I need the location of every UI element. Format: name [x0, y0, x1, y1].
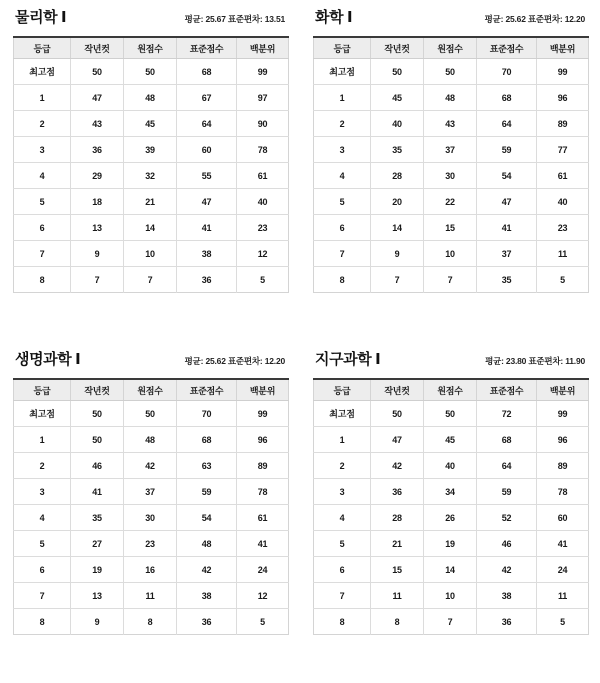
- score-cell: 27: [71, 531, 124, 557]
- grade-cell: 8: [14, 267, 71, 293]
- grade-cell: 1: [14, 427, 71, 453]
- score-cell: 59: [177, 479, 237, 505]
- table-row: [14, 189, 289, 215]
- column-header: 등급: [14, 379, 71, 401]
- score-cell: 15: [371, 557, 424, 583]
- score-cell: 78: [237, 479, 289, 505]
- score-cell: 78: [537, 479, 589, 505]
- table-row: [14, 427, 289, 453]
- panel-header: [10, 0, 290, 32]
- score-cell: 90: [237, 111, 289, 137]
- score-cell: 61: [537, 163, 589, 189]
- score-cell: 5: [237, 609, 289, 635]
- table-row: [314, 401, 589, 427]
- column-header: 표준점수: [477, 37, 537, 59]
- score-cell: 36: [177, 609, 237, 635]
- score-cell: 48: [177, 531, 237, 557]
- raw-score-cell: 22: [424, 189, 477, 215]
- table-row: [14, 59, 289, 85]
- column-header: 등급: [14, 37, 71, 59]
- score-cell: 59: [477, 479, 537, 505]
- score-cell: 50: [71, 427, 124, 453]
- table-row: [314, 111, 589, 137]
- score-cell: 23: [237, 215, 289, 241]
- table-row: [14, 505, 289, 531]
- score-cell: 12: [237, 241, 289, 267]
- table-row: [14, 215, 289, 241]
- table-row: [314, 609, 589, 635]
- raw-score-cell: 16: [124, 557, 177, 583]
- raw-score-cell: 32: [124, 163, 177, 189]
- column-header: 백분위: [537, 37, 589, 59]
- score-cell: 23: [537, 215, 589, 241]
- grade-cell: 6: [14, 215, 71, 241]
- score-cell: 7: [71, 267, 124, 293]
- score-cell: 46: [477, 531, 537, 557]
- score-cell: 21: [371, 531, 424, 557]
- score-cell: 96: [537, 427, 589, 453]
- score-cell: 47: [477, 189, 537, 215]
- panel-header: [310, 342, 590, 374]
- subject-stats: 평균: 23.80 표준편차: 11.90: [485, 356, 585, 366]
- score-cell: 50: [371, 59, 424, 85]
- column-header: 표준점수: [177, 379, 237, 401]
- raw-score-cell: 40: [424, 453, 477, 479]
- score-cell: 41: [537, 531, 589, 557]
- score-cell: 78: [237, 137, 289, 163]
- score-cell: 11: [537, 583, 589, 609]
- table-row: [14, 111, 289, 137]
- score-table: [13, 36, 289, 293]
- score-cell: 40: [537, 189, 589, 215]
- table-row: [14, 85, 289, 111]
- table-row: [314, 453, 589, 479]
- table-header-row: [14, 37, 289, 59]
- score-cell: 47: [71, 85, 124, 111]
- score-cell: 96: [537, 85, 589, 111]
- score-cell: 35: [477, 267, 537, 293]
- column-header: 작년컷: [371, 37, 424, 59]
- grade-cell: 1: [14, 85, 71, 111]
- grade-cell: 3: [314, 479, 371, 505]
- table-row: [314, 163, 589, 189]
- grade-cell: 2: [14, 453, 71, 479]
- score-cell: 89: [537, 453, 589, 479]
- score-cell: 42: [371, 453, 424, 479]
- score-cell: 35: [71, 505, 124, 531]
- grade-cell: 4: [14, 505, 71, 531]
- column-header: 등급: [314, 379, 371, 401]
- grade-cell: 3: [14, 137, 71, 163]
- score-cell: 68: [477, 85, 537, 111]
- grade-cell: 8: [314, 267, 371, 293]
- subject-panel: [0, 0, 300, 342]
- raw-score-cell: 11: [124, 583, 177, 609]
- score-cell: 20: [371, 189, 424, 215]
- raw-score-cell: 45: [124, 111, 177, 137]
- grade-cell: 1: [314, 427, 371, 453]
- score-cell: 45: [371, 85, 424, 111]
- score-cell: 97: [237, 85, 289, 111]
- table-row: [14, 401, 289, 427]
- score-cell: 13: [71, 215, 124, 241]
- raw-score-cell: 48: [124, 427, 177, 453]
- score-cell: 41: [477, 215, 537, 241]
- grade-cell: 2: [314, 453, 371, 479]
- raw-score-cell: 10: [424, 241, 477, 267]
- table-row: [14, 267, 289, 293]
- grade-cell: 2: [14, 111, 71, 137]
- score-cell: 99: [237, 401, 289, 427]
- column-header: 작년컷: [371, 379, 424, 401]
- raw-score-cell: 7: [124, 267, 177, 293]
- score-cell: 72: [477, 401, 537, 427]
- score-cell: 64: [477, 453, 537, 479]
- score-cell: 42: [477, 557, 537, 583]
- score-cell: 99: [537, 59, 589, 85]
- score-cell: 9: [71, 241, 124, 267]
- score-cell: 99: [537, 401, 589, 427]
- score-cell: 28: [371, 505, 424, 531]
- raw-score-cell: 43: [424, 111, 477, 137]
- score-cell: 99: [237, 59, 289, 85]
- score-cell: 68: [177, 427, 237, 453]
- grade-cell: 7: [314, 583, 371, 609]
- raw-score-cell: 14: [124, 215, 177, 241]
- table-row: [314, 137, 589, 163]
- score-cell: 5: [537, 609, 589, 635]
- score-cell: 41: [237, 531, 289, 557]
- raw-score-cell: 23: [124, 531, 177, 557]
- score-cell: 77: [537, 137, 589, 163]
- raw-score-cell: 50: [424, 401, 477, 427]
- score-cell: 38: [177, 583, 237, 609]
- score-cell: 36: [177, 267, 237, 293]
- subject-panel: [300, 342, 600, 683]
- column-header: 원점수: [124, 379, 177, 401]
- score-cell: 46: [71, 453, 124, 479]
- score-cell: 38: [477, 583, 537, 609]
- grade-cell: 6: [314, 557, 371, 583]
- score-cell: 89: [537, 111, 589, 137]
- grade-cell: 8: [314, 609, 371, 635]
- raw-score-cell: 50: [124, 59, 177, 85]
- table-row: [314, 85, 589, 111]
- table-header-row: [314, 379, 589, 401]
- score-cell: 42: [177, 557, 237, 583]
- column-header: 원점수: [424, 37, 477, 59]
- raw-score-cell: 30: [124, 505, 177, 531]
- grade-cell: 7: [14, 583, 71, 609]
- score-cell: 14: [371, 215, 424, 241]
- grade-cell: 6: [314, 215, 371, 241]
- score-cell: 64: [477, 111, 537, 137]
- score-cell: 59: [477, 137, 537, 163]
- score-cell: 7: [371, 267, 424, 293]
- grade-cell: 6: [14, 557, 71, 583]
- subject-title: 지구과학 Ⅰ: [315, 351, 381, 368]
- table-header-row: [314, 37, 589, 59]
- grade-cell: 2: [314, 111, 371, 137]
- score-cell: 96: [237, 427, 289, 453]
- grade-cell: 최고점: [14, 401, 71, 427]
- score-cell: 5: [237, 267, 289, 293]
- score-cell: 19: [71, 557, 124, 583]
- score-cell: 11: [371, 583, 424, 609]
- score-cell: 36: [477, 609, 537, 635]
- score-cell: 9: [71, 609, 124, 635]
- table-row: [314, 59, 589, 85]
- column-header: 원점수: [124, 37, 177, 59]
- score-cell: 67: [177, 85, 237, 111]
- table-row: [314, 583, 589, 609]
- table-row: [314, 557, 589, 583]
- grade-cell: 5: [14, 531, 71, 557]
- score-cell: 61: [237, 163, 289, 189]
- score-cell: 24: [237, 557, 289, 583]
- subject-panel: [0, 342, 300, 683]
- table-row: [314, 479, 589, 505]
- grade-cell: 3: [14, 479, 71, 505]
- score-cell: 9: [371, 241, 424, 267]
- grade-cell: 8: [14, 609, 71, 635]
- column-header: 백분위: [237, 37, 289, 59]
- grade-cell: 4: [314, 505, 371, 531]
- table-row: [314, 241, 589, 267]
- score-cell: 64: [177, 111, 237, 137]
- table-row: [14, 557, 289, 583]
- raw-score-cell: 48: [124, 85, 177, 111]
- grade-cell: 최고점: [314, 401, 371, 427]
- raw-score-cell: 7: [424, 609, 477, 635]
- score-cell: 11: [537, 241, 589, 267]
- score-cell: 63: [177, 453, 237, 479]
- panel-header: [310, 0, 590, 32]
- score-cell: 28: [371, 163, 424, 189]
- score-cell: 54: [477, 163, 537, 189]
- score-cell: 40: [237, 189, 289, 215]
- score-table: [313, 36, 589, 293]
- panel-header: [10, 342, 290, 374]
- score-cell: 60: [537, 505, 589, 531]
- score-cell: 8: [371, 609, 424, 635]
- score-cell: 68: [177, 59, 237, 85]
- score-cell: 24: [537, 557, 589, 583]
- raw-score-cell: 37: [124, 479, 177, 505]
- raw-score-cell: 30: [424, 163, 477, 189]
- score-cell: 41: [177, 215, 237, 241]
- raw-score-cell: 7: [424, 267, 477, 293]
- score-cell: 47: [177, 189, 237, 215]
- table-row: [14, 583, 289, 609]
- raw-score-cell: 42: [124, 453, 177, 479]
- table-row: [14, 479, 289, 505]
- score-cell: 89: [237, 453, 289, 479]
- table-row: [314, 531, 589, 557]
- raw-score-cell: 34: [424, 479, 477, 505]
- score-cell: 52: [477, 505, 537, 531]
- grade-cell: 1: [314, 85, 371, 111]
- score-cell: 50: [371, 401, 424, 427]
- subject-stats: 평균: 25.67 표준편차: 13.51: [184, 14, 285, 24]
- raw-score-cell: 8: [124, 609, 177, 635]
- score-cell: 38: [177, 241, 237, 267]
- score-cell: 35: [371, 137, 424, 163]
- table-header-row: [14, 379, 289, 401]
- column-header: 표준점수: [177, 37, 237, 59]
- table-row: [14, 137, 289, 163]
- grade-cell: 5: [314, 531, 371, 557]
- column-header: 백분위: [237, 379, 289, 401]
- grade-cell: 최고점: [314, 59, 371, 85]
- grade-cell: 5: [314, 189, 371, 215]
- table-row: [314, 505, 589, 531]
- score-cell: 37: [477, 241, 537, 267]
- table-row: [14, 609, 289, 635]
- raw-score-cell: 10: [124, 241, 177, 267]
- column-header: 등급: [314, 37, 371, 59]
- column-header: 작년컷: [71, 37, 124, 59]
- score-cell: 36: [371, 479, 424, 505]
- score-cell: 68: [477, 427, 537, 453]
- raw-score-cell: 50: [124, 401, 177, 427]
- score-cell: 50: [71, 59, 124, 85]
- subject-stats: 평균: 25.62 표준편차: 12.20: [184, 356, 285, 366]
- score-cell: 60: [177, 137, 237, 163]
- score-cell: 13: [71, 583, 124, 609]
- raw-score-cell: 48: [424, 85, 477, 111]
- raw-score-cell: 14: [424, 557, 477, 583]
- table-row: [14, 241, 289, 267]
- grade-cell: 7: [14, 241, 71, 267]
- subject-title: 화학 Ⅰ: [315, 9, 353, 26]
- score-cell: 43: [71, 111, 124, 137]
- table-row: [314, 189, 589, 215]
- score-cell: 5: [537, 267, 589, 293]
- table-row: [14, 531, 289, 557]
- raw-score-cell: 50: [424, 59, 477, 85]
- raw-score-cell: 37: [424, 137, 477, 163]
- raw-score-cell: 45: [424, 427, 477, 453]
- score-cell: 70: [477, 59, 537, 85]
- table-row: [14, 163, 289, 189]
- table-row: [314, 267, 589, 293]
- table-row: [14, 453, 289, 479]
- raw-score-cell: 26: [424, 505, 477, 531]
- grade-cell: 5: [14, 189, 71, 215]
- grade-cell: 4: [14, 163, 71, 189]
- score-cell: 36: [71, 137, 124, 163]
- column-header: 원점수: [424, 379, 477, 401]
- score-cell: 18: [71, 189, 124, 215]
- grade-cell: 7: [314, 241, 371, 267]
- score-cell: 40: [371, 111, 424, 137]
- table-row: [314, 427, 589, 453]
- score-cell: 47: [371, 427, 424, 453]
- raw-score-cell: 10: [424, 583, 477, 609]
- column-header: 백분위: [537, 379, 589, 401]
- raw-score-cell: 21: [124, 189, 177, 215]
- score-cell: 61: [237, 505, 289, 531]
- score-cell: 50: [71, 401, 124, 427]
- score-table: [13, 378, 289, 635]
- raw-score-cell: 39: [124, 137, 177, 163]
- column-header: 작년컷: [71, 379, 124, 401]
- grade-cell: 3: [314, 137, 371, 163]
- raw-score-cell: 15: [424, 215, 477, 241]
- subject-stats: 평균: 25.62 표준편차: 12.20: [484, 14, 585, 24]
- grade-cell: 4: [314, 163, 371, 189]
- score-table: [313, 378, 589, 635]
- subject-title: 생명과학 Ⅰ: [15, 351, 81, 368]
- score-cell: 41: [71, 479, 124, 505]
- column-header: 표준점수: [477, 379, 537, 401]
- score-cell: 12: [237, 583, 289, 609]
- score-cell: 70: [177, 401, 237, 427]
- subject-panel: [300, 0, 600, 342]
- score-cell: 54: [177, 505, 237, 531]
- subject-title: 물리학 Ⅰ: [15, 9, 67, 26]
- table-row: [314, 215, 589, 241]
- score-cell: 29: [71, 163, 124, 189]
- raw-score-cell: 19: [424, 531, 477, 557]
- grade-cell: 최고점: [14, 59, 71, 85]
- score-cell: 55: [177, 163, 237, 189]
